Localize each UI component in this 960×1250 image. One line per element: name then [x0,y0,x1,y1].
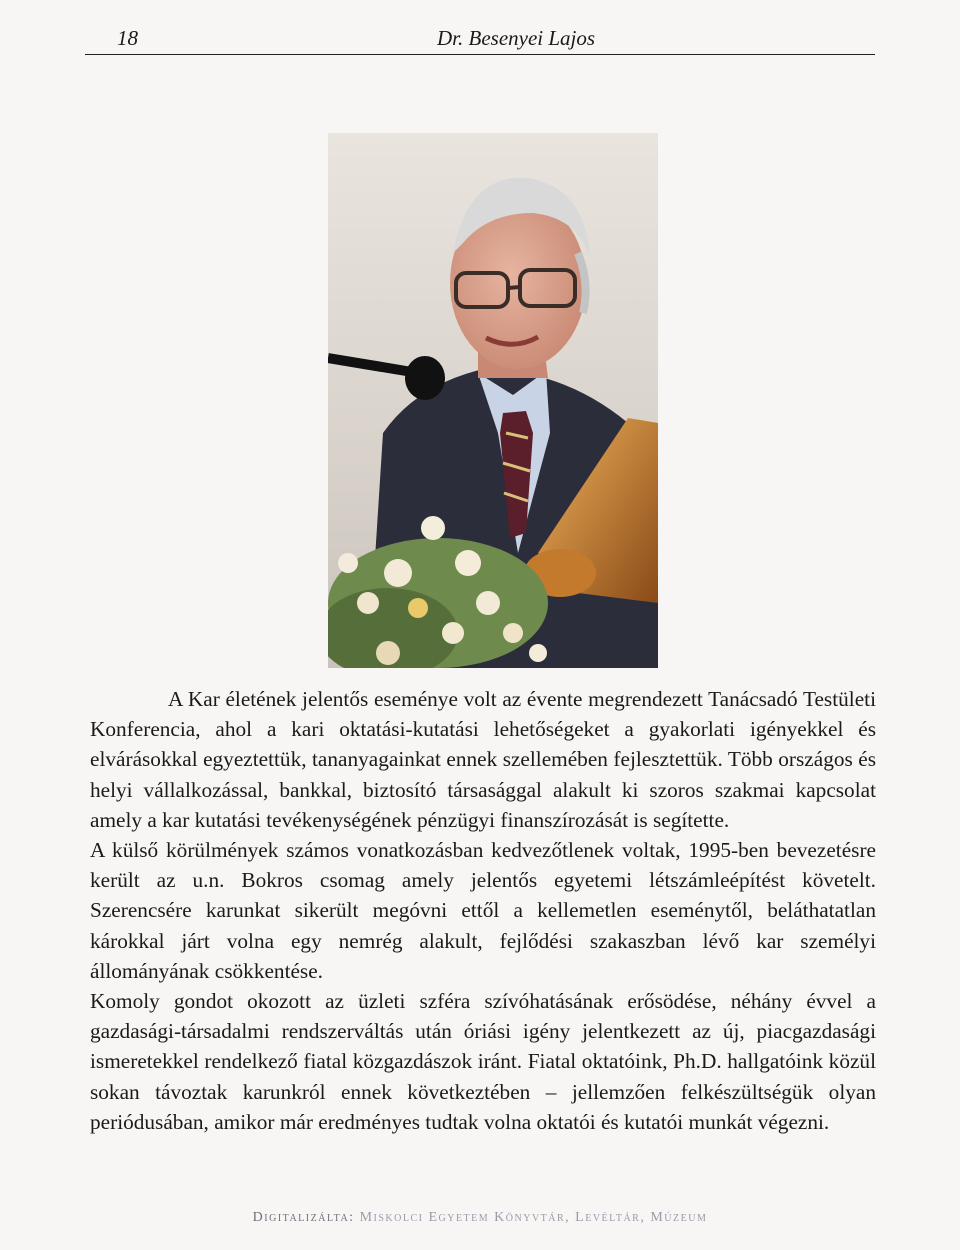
paragraph: Komoly gondot okozott az üzleti szféra szívóhatásának erősödése, néhány évvel a gazdasági-társadalmi rendszerváltás után óriási igény jelentkezett az új, piacgazdasági ismeretekkel rendelkező fiatal közgazdászok iránt. Fiatal oktatóink, Ph.D. hallgatóink közül sokan távoztak karunkról ennek következtében – jellemzően felkészültségük olyan periódusában, amikor már eredményes tudtak volna oktatói és kutatói munkát végezni. [90,989,876,1134]
body-text [90,684,876,1137]
page-header [85,24,875,55]
running-head: Dr. Besenyei Lajos [437,26,596,50]
portrait-photo [328,133,658,668]
footer-text: Miskolci Egyetem Könyvtár, Levéltár, Múzeum [359,1210,708,1225]
page-number: 18 [117,26,138,50]
portrait-photo-icon [328,133,658,668]
digitization-footer [0,1210,960,1226]
paragraph: A külső körülmények számos vonatkozásban kedvezőtlenek voltak, 1995-ben bevezetésre került az u.n. Bokros csomag amely jelentős egyetemi létszámleépítést követelt. Szerencsére karunkat sikerült megóvni ettől a kellemetlen eseménytől, beláthatatlan károkkal járt volna egy nemrég alakult, fejlődési szakaszban lévő kar személyi állományának csökkentése. [90,838,876,983]
footer-label: Digitalizálta: [252,1210,355,1225]
paragraph: A Kar életének jelentős eseménye volt az évente megrendezett Tanácsadó Testületi Konferencia, ahol a kari oktatási-kutatási lehetőségeket a gyakorlati igényekkel és elvárásokkal egyeztettük, tananyagainkat ennek szellemében fejlesztettük. Több országos és helyi vállalkozással, bankkal, biztosító társasággal alakult ki szoros szakmai kapcsolat amely a kar kutatási tevékenységének pénzügyi finanszírozását is segítette. [90,687,876,832]
